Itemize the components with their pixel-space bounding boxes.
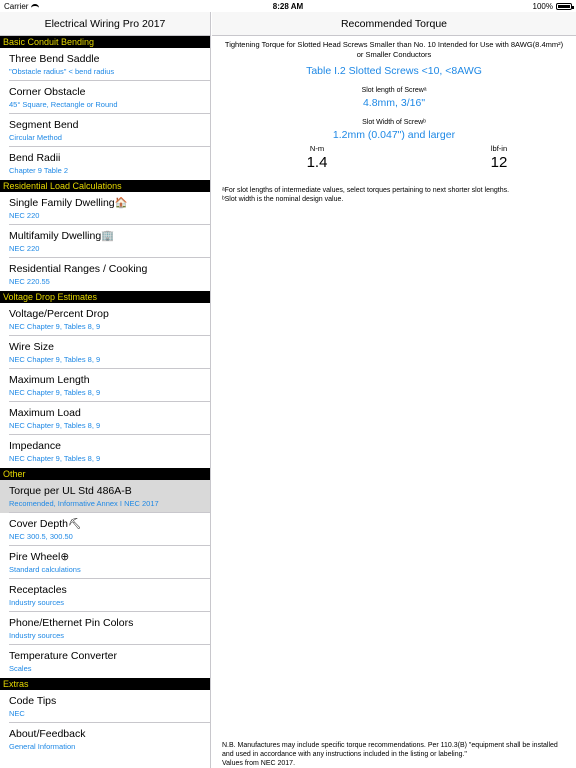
slot-length-value: 4.8mm, 3/16" [362, 97, 426, 109]
list-item-subtitle: Industry sources [9, 631, 65, 640]
manufacturer-note [222, 741, 568, 768]
list-item-subtitle: 45° Square, Rectangle or Round [9, 100, 118, 109]
list-item-maximum-load[interactable] [0, 402, 210, 435]
list-item-pire-wheel[interactable] [0, 546, 210, 579]
list-item-torque[interactable] [0, 480, 210, 513]
list-item-title: Three Bend Saddle [9, 53, 100, 65]
nb-note: N.B. Manufactures may include specific torque recommendations. Per 110.3(B) "equipment shall be installed and used in accordance with any instructions included in the listing or labeling." [222, 742, 558, 758]
list-item-title: Wire Size [9, 341, 54, 353]
battery-percent: 100% [532, 2, 553, 11]
detail-panel [212, 12, 576, 768]
list-item-subtitle: Circular Method [9, 133, 62, 142]
list-item-title: Pire Wheel⊕ [9, 551, 70, 563]
list-item-corner-obstacle[interactable] [0, 81, 210, 114]
torque-values [218, 144, 570, 180]
footnote-a: ᵃFor slot lengths of intermediate values, select torques pertaining to next shorter slot lengths. [222, 187, 510, 194]
list-item-code-tips[interactable] [0, 690, 210, 723]
app-title: Electrical Wiring Pro 2017 [44, 17, 166, 30]
list-item-single-family-dwelling[interactable] [0, 192, 210, 225]
list-item-title: Single Family Dwelling🏠 [9, 197, 128, 209]
battery-indicator [533, 2, 572, 11]
status-bar [0, 0, 576, 12]
list-item-title: Maximum Length [9, 374, 90, 386]
list-item-title: About/Feedback [9, 728, 86, 740]
slot-width-value: 1.2mm (0.047") and larger [332, 129, 456, 141]
list-item-wire-size[interactable] [0, 336, 210, 369]
values-source: Values from NEC 2017. [222, 760, 296, 767]
list-item-subtitle: Recomended, Informative Annex I NEC 2017 [9, 499, 159, 508]
list-item-receptacles[interactable] [0, 579, 210, 612]
footnote-b: ᵇSlot width is the nominal design value. [222, 196, 344, 203]
list-item-title: Multifamily Dwelling🏢 [9, 230, 115, 242]
list-item-subtitle: Standard calculations [9, 565, 81, 574]
section-header-other: Other [0, 468, 210, 480]
detail-content [212, 40, 576, 204]
list-item-title: Temperature Converter [9, 650, 117, 662]
clock: 8:28 AM [272, 2, 304, 11]
list-item-maximum-length[interactable] [0, 369, 210, 402]
torque-intro: Tightening Torque for Slotted Head Screws Smaller than No. 10 Intended for Use with 8AWG(8.4mm²) or Smaller Conductors [224, 40, 564, 59]
master-panel [0, 12, 211, 768]
nm-label: N-m [309, 144, 325, 153]
list-item-subtitle: NEC Chapter 9, Tables 8, 9 [9, 454, 101, 463]
slot-width-label: Slot Width of Screwᵇ [362, 119, 426, 126]
list-item-temperature-converter[interactable] [0, 645, 210, 678]
list-item-title: Impedance [9, 440, 61, 452]
detail-title: Recommended Torque [340, 17, 448, 30]
list-item-title: Receptacles [9, 584, 67, 596]
list-item-subtitle: NEC Chapter 9, Tables 8, 9 [9, 421, 101, 430]
list-item-title: Phone/Ethernet Pin Colors [9, 617, 134, 629]
list-item-segment-bend[interactable] [0, 114, 210, 147]
list-item-title: Code Tips [9, 695, 57, 707]
section-header-residential-load: Residential Load Calculations [0, 180, 210, 192]
list-item-bend-radii[interactable] [0, 147, 210, 180]
slot-length-label: Slot length of Screwᵃ [361, 87, 427, 94]
table-title: Table I.2 Slotted Screws <10, <8AWG [306, 65, 482, 77]
list-item-subtitle: NEC Chapter 9, Tables 8, 9 [9, 322, 101, 331]
list-item-subtitle: NEC 220 [9, 244, 40, 253]
list-item-title: Cover Depth⛏ [9, 518, 82, 530]
list-item-subtitle: NEC Chapter 9, Tables 8, 9 [9, 355, 101, 364]
nm-value: 1.4 [306, 154, 328, 171]
list-item-subtitle: "Obstacle radius" < bend radius [9, 67, 115, 76]
list-item-title: Torque per UL Std 486A-B [9, 485, 132, 497]
list-item-multifamily-dwelling[interactable] [0, 225, 210, 258]
section-header-voltage-drop: Voltage Drop Estimates [0, 291, 210, 303]
list-item-subtitle: Industry sources [9, 598, 65, 607]
list-item-three-bend-saddle[interactable] [0, 48, 210, 81]
list-item-subtitle: NEC Chapter 9, Tables 8, 9 [9, 388, 101, 397]
list-item-subtitle: NEC 220 [9, 211, 40, 220]
list-item-title: Voltage/Percent Drop [9, 308, 109, 320]
list-item-subtitle: Chapter 9 Table 2 [9, 166, 69, 175]
list-item-voltage-percent-drop[interactable] [0, 303, 210, 336]
list-item-title: Corner Obstacle [9, 86, 86, 98]
torque-nm [287, 144, 347, 171]
detail-nav-bar [212, 12, 576, 36]
list-item-title: Bend Radii [9, 152, 61, 164]
list-item-phone-ethernet-pin-colors[interactable] [0, 612, 210, 645]
battery-icon [556, 3, 572, 10]
section-header-conduit-bending: Basic Conduit Bending [0, 36, 210, 48]
lbf-in-label: lbf-in [490, 144, 508, 153]
footnotes [218, 186, 570, 204]
list-item-subtitle: Scales [9, 664, 32, 673]
list-item-subtitle: NEC 300.5, 300.50 [9, 532, 73, 541]
list-item-subtitle: NEC [9, 709, 25, 718]
section-header-extras: Extras [0, 678, 210, 690]
list-item-title: Residential Ranges / Cooking [9, 263, 148, 275]
list-item-subtitle: General Information [9, 742, 76, 751]
list-item-title: Segment Bend [9, 119, 79, 131]
list-item-subtitle: NEC 220.55 [9, 277, 50, 286]
carrier-label: Carrier [4, 2, 29, 11]
master-nav-bar [0, 12, 210, 36]
torque-lbf-in [469, 144, 529, 171]
list-item-impedance[interactable] [0, 435, 210, 468]
list-item-about-feedback[interactable] [0, 723, 210, 756]
list-item-title: Maximum Load [9, 407, 81, 419]
list-item-residential-ranges[interactable] [0, 258, 210, 291]
lbf-in-value: 12 [490, 154, 508, 171]
list-item-cover-depth[interactable] [0, 513, 210, 546]
